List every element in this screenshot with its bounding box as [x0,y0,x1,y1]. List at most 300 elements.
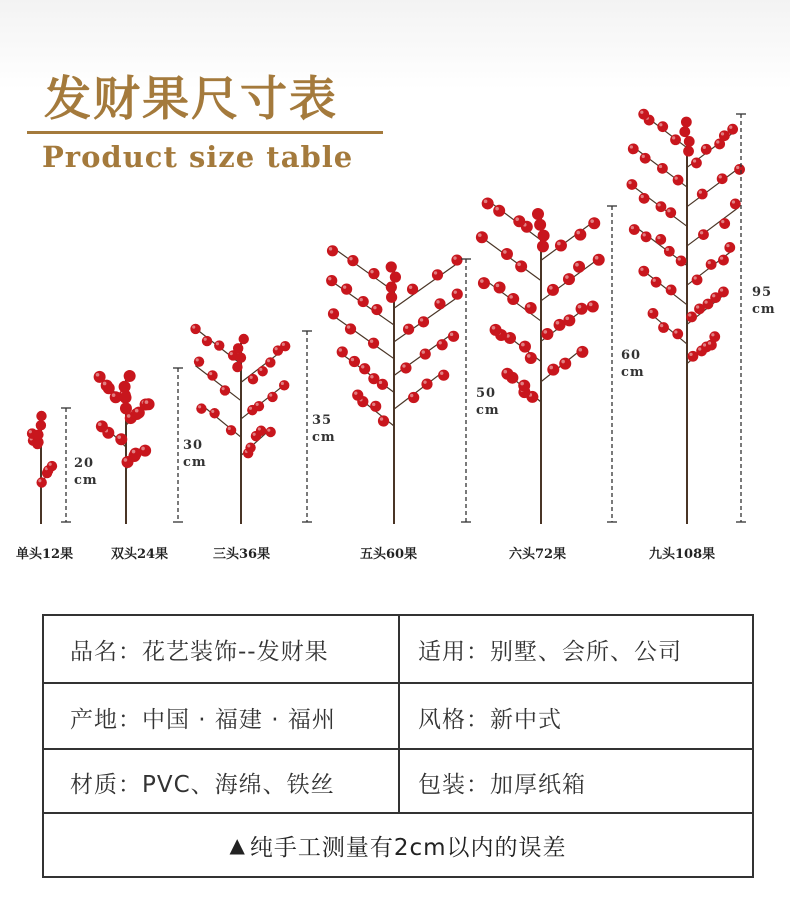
berry [202,336,212,346]
height-ruler-4 [461,259,471,522]
berry [666,285,677,296]
berry-highlight [124,458,128,462]
berry-highlight [704,300,707,303]
spec-usage: 适用：别墅、会所、公司 [418,638,682,665]
berry-highlight [453,256,456,259]
berry [120,402,132,414]
berry [534,219,546,231]
berry-highlight [329,247,332,250]
berry [337,346,348,357]
berry [507,293,519,305]
berry [368,373,379,384]
berry [640,153,651,164]
berry [559,358,571,370]
berry-highlight [253,433,256,436]
berry-highlight [578,305,582,309]
berry-highlight [732,200,735,203]
berry [684,136,695,147]
berry-highlight [98,422,102,426]
berry [629,224,640,235]
branch-line [652,315,687,344]
berry [279,380,289,390]
berry [358,296,369,307]
berry-highlight [275,347,278,350]
berry [656,201,667,212]
branch-line [394,263,458,308]
berry-highlight [49,463,52,466]
berry-highlight [117,435,121,439]
berry [378,415,389,426]
berry [709,331,720,342]
berry [538,230,550,242]
berry-highlight [640,111,643,114]
berry [438,370,449,381]
berry [371,304,382,315]
berry-highlight [549,366,553,370]
berry [686,311,697,322]
height-ruler-2 [173,368,183,522]
berry [515,260,527,272]
berry-highlight [373,306,376,309]
berry-highlight [484,200,488,204]
berry [730,199,741,210]
caption-6: 九头108果 [649,547,716,562]
height-ruler-3 [302,331,312,522]
berry-highlight [347,325,350,328]
branch-line [541,221,595,261]
berry [651,277,662,288]
berry-highlight [503,370,507,374]
berry [245,442,255,452]
berry-highlight [436,300,439,303]
berry-highlight [410,394,413,397]
berry-highlight [515,217,519,221]
berry-highlight [688,313,691,316]
berry-highlight [480,279,484,283]
berry-highlight [434,271,437,274]
branch-line [485,240,541,281]
berry-highlight [693,159,696,162]
berry [448,331,459,342]
berry [681,117,692,128]
berry [386,261,397,272]
berry [257,366,267,376]
berry [407,284,418,295]
berry [587,300,599,312]
berry [434,298,445,309]
berry [359,363,370,374]
berry [641,231,652,242]
berry [494,282,506,294]
berry-highlight [267,429,270,432]
berry-highlight [222,387,225,390]
berry [478,277,490,289]
caption-5: 六头72果 [509,547,567,562]
berry-highlight [440,372,443,375]
berry [370,401,381,412]
berry [638,109,649,120]
branch-line [687,208,738,246]
berry-highlight [450,333,453,336]
berry-stem-3 [190,324,290,524]
berry [657,163,668,174]
berry-highlight [678,257,681,260]
berry-highlight [575,263,579,267]
berry-highlight [694,276,697,279]
berry-stem-5 [476,197,605,524]
berry [673,175,684,186]
spec-product-name: 品名：花艺装饰--发财果 [44,616,400,682]
berry [519,341,531,353]
spec-row-3 [44,750,752,814]
berry [698,229,709,240]
berry-highlight [712,294,715,297]
berry [576,346,588,358]
berry [403,324,414,335]
berry [576,303,588,315]
size-label-4: 50 cm [476,386,500,418]
berry-highlight [269,394,272,397]
berry [588,217,600,229]
berry-highlight [281,382,284,385]
berry [493,205,505,217]
berry-highlight [719,175,722,178]
berry-highlight [198,405,201,408]
berry-highlight [721,132,724,135]
berry [280,341,290,351]
berry [256,426,266,436]
berry-highlight [649,310,652,313]
berry [734,164,745,175]
berry [432,269,443,280]
berry [697,189,708,200]
berry [676,256,687,267]
berry [194,356,204,366]
berry-highlight [641,195,644,198]
berry [658,322,669,333]
berry [196,403,206,413]
berry-highlight [696,305,699,308]
height-ruler-5 [607,206,617,522]
berry-highlight [103,382,107,386]
berry [670,134,681,145]
berry-highlight [420,318,423,321]
berry-highlight [29,430,32,433]
berry-highlight [496,284,500,288]
berry [36,477,46,487]
berry [701,144,712,155]
measurement-note [44,814,752,876]
berry-highlight [405,326,408,329]
berry [368,268,379,279]
berry [115,433,127,445]
size-label-3: 35 cm [312,413,336,445]
berry [214,340,224,350]
berry [386,282,397,293]
berry [33,430,43,440]
berry [683,146,694,157]
berry-highlight [700,231,703,234]
berry-highlight [503,250,507,254]
berry-highlight [379,381,382,384]
berry-highlight [666,248,669,251]
berry [518,380,530,392]
berry [706,259,717,270]
berry [418,316,429,327]
berry [220,385,230,395]
berry-highlight [708,341,711,344]
berry [36,420,46,430]
berry-highlight [590,219,594,223]
berry [638,266,649,277]
size-label-5: 60 cm [621,348,645,380]
berry [209,408,219,418]
berry [501,248,513,260]
berry-highlight [249,407,252,410]
berry-highlight [729,126,732,129]
berry [513,215,525,227]
berry [94,371,106,383]
berry [352,390,363,401]
size-label-1: 20 cm [74,456,98,488]
berry [326,275,337,286]
berry-highlight [380,417,383,420]
berry-highlight [258,427,261,430]
berry-highlight [360,298,363,301]
berry-highlight [726,244,729,247]
berry [96,420,108,432]
berry-highlight [145,400,149,404]
berry-highlight [247,444,250,447]
spec-origin: 产地：中国 · 福建 · 福州 [44,684,400,750]
berry [648,308,659,319]
berry [657,121,668,132]
berry [490,324,502,336]
berry-highlight [565,316,569,320]
berry [482,197,494,209]
berry-highlight [370,270,373,273]
berry [718,255,729,266]
berry [420,348,431,359]
spec-packing: 包装：加厚纸箱 [418,771,586,798]
berry-highlight [527,304,531,308]
spec-row-2 [44,684,752,750]
berry [386,292,397,303]
berry [593,254,605,266]
berry-highlight [259,368,262,371]
berry [655,234,666,245]
berry [718,287,729,298]
berry-highlight [409,286,412,289]
berry [628,143,639,154]
berry-highlight [141,447,145,451]
berry-stems-illustration [0,100,790,540]
berry [664,246,675,257]
berry-stem-6 [627,109,745,524]
berry-highlight [256,403,259,406]
berry-highlight [343,285,346,288]
berry-highlight [402,364,405,367]
berry [265,427,275,437]
berry-highlight [192,326,195,329]
berry [691,158,702,169]
berry [574,229,586,241]
berry [47,461,57,471]
berry [390,271,401,282]
berry [692,274,703,285]
berry-highlight [135,409,139,413]
berry [265,357,275,367]
berry-highlight [454,291,457,294]
berry-highlight [642,155,645,158]
berry-stem-2 [94,370,155,524]
berry-highlight [517,262,521,266]
berry [547,364,559,376]
berry-highlight [370,340,373,343]
berry [437,339,448,350]
berry [124,370,136,382]
berry-highlight [372,403,375,406]
berry [254,401,264,411]
berry-highlight [561,360,565,364]
berry [267,392,277,402]
berry-highlight [520,382,524,386]
berry-highlight [689,353,692,356]
berry-highlight [720,288,723,291]
berry [236,353,246,363]
berry [345,323,356,334]
berry-highlight [439,341,442,344]
berry [537,240,549,252]
berry-highlight [492,326,496,330]
berry-highlight [422,350,425,353]
berry-highlight [716,140,719,143]
branch-line [644,271,687,305]
berry [207,370,217,380]
berry-highlight [675,177,678,180]
berry-stem-4 [326,245,463,524]
berry [727,124,738,135]
berry-highlight [349,257,352,260]
caption-4: 五头60果 [360,547,418,562]
berry-highlight [196,358,199,361]
berry-highlight [370,375,373,378]
berry-highlight [672,136,675,139]
berry [368,338,379,349]
berry-highlight [643,233,646,236]
berry-highlight [711,333,714,336]
spec-row-1 [44,616,752,682]
berry [327,245,338,256]
caption-3: 三头36果 [213,547,271,562]
height-ruler-6 [736,114,746,522]
berry-highlight [674,330,677,333]
berry [452,289,463,300]
berry [239,334,249,344]
berry-highlight [127,414,131,418]
triangle-icon: ▲ [229,833,246,857]
berry-highlight [589,303,593,307]
berry-highlight [557,242,561,246]
berry [451,254,462,265]
berry-stem-1 [27,411,57,524]
berry-highlight [578,348,582,352]
berry [627,179,638,190]
berry-highlight [631,226,634,229]
berry-highlight [703,343,706,346]
berry-highlight [698,347,701,350]
berry [232,362,242,372]
berry [328,308,339,319]
spec-style: 风格：新中式 [418,706,562,733]
size-label-2: 30 cm [183,438,207,470]
berry-highlight [527,354,531,358]
berry [573,261,585,273]
spec-table [42,614,754,878]
berry-highlight [720,257,723,260]
berry-highlight [354,392,357,395]
berry-highlight [657,203,660,206]
berry [190,324,200,334]
berry [226,425,236,435]
berry-highlight [478,233,482,237]
title-chinese: 发财果尺寸表 [44,72,338,127]
berry-highlight [228,427,231,430]
spec-material: 材质：PVC、海绵、铁丝 [44,750,400,814]
berry [639,193,650,204]
height-ruler-1 [61,408,71,522]
berry [563,314,575,326]
berry [476,231,488,243]
berry [719,218,730,229]
berry [347,255,358,266]
berry [32,439,42,449]
berry-highlight [267,359,270,362]
berry-highlight [38,479,41,482]
berry [525,352,537,364]
berry [248,374,258,384]
berry-highlight [495,207,499,211]
berry-highlight [328,277,331,280]
berry-highlight [96,373,100,377]
berry [724,242,735,253]
berry-highlight [549,286,553,290]
berry-highlight [556,321,560,325]
branch-line [394,373,442,409]
berry-highlight [736,166,739,169]
berry-highlight [576,231,580,235]
berry-highlight [211,410,214,413]
berry [143,398,155,410]
berry-highlight [653,279,656,282]
berry-highlight [721,220,724,223]
berry-highlight [660,324,663,327]
berry-highlight [657,236,660,239]
berry [421,379,432,390]
berry [717,173,728,184]
berry [555,240,567,252]
berry [665,207,676,218]
size-label-6: 95 cm [752,285,776,317]
title-english: Product size table [42,140,354,174]
berry-highlight [282,343,285,346]
caption-1: 单头12果 [16,547,74,562]
berry-highlight [703,146,706,149]
berry-highlight [351,358,354,361]
berry-highlight [330,310,333,313]
berry-highlight [708,261,711,264]
berry [349,356,360,367]
